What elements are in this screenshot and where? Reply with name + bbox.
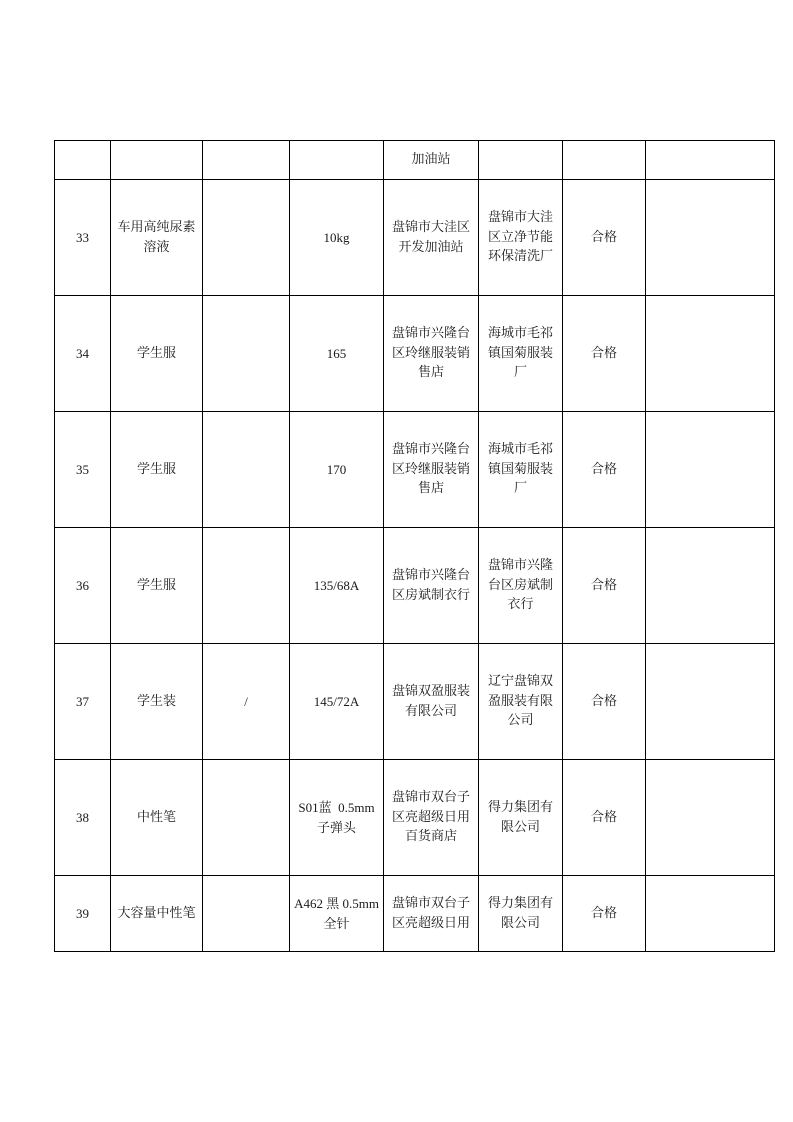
cell-product: 车用高纯尿素溶液 [111,180,203,296]
cell-seller: 盘锦市双台子区亮超级日用百货商店 [384,760,479,876]
cell-no: 39 [55,876,111,952]
table-row [55,644,775,760]
cell-spec: 170 [290,412,384,528]
cell-producer [479,141,563,180]
cell-result: 合格 [563,528,646,644]
cell-seller: 盘锦市兴隆台区玲继服装销售店 [384,296,479,412]
cell-producer: 得力集团有限公司 [479,760,563,876]
cell-spec: 165 [290,296,384,412]
cell-spec: 10kg [290,180,384,296]
cell-spec: 145/72A [290,644,384,760]
cell-product: 学生装 [111,644,203,760]
cell-seller [384,876,479,952]
cell-result: 合格 [563,412,646,528]
cell-trademark [203,412,290,528]
cell-product: 学生服 [111,296,203,412]
cell-result: 合格 [563,180,646,296]
cell-seller: 盘锦双盈服装有限公司 [384,644,479,760]
cell-no: 37 [55,644,111,760]
cell-result: 合格 [563,296,646,412]
cell-remark [646,528,775,644]
cell-no: 35 [55,412,111,528]
cell-no: 38 [55,760,111,876]
cell-spec [290,141,384,180]
cell-product: 中性笔 [111,760,203,876]
cell-result: 合格 [563,644,646,760]
cell-spec: S01蓝 0.5mm子弹头 [290,760,384,876]
cell-result: 合格 [563,876,646,952]
cell-trademark [203,141,290,180]
table-row [55,876,775,952]
cell-trademark [203,296,290,412]
cell-producer: 盘锦市兴隆台区房斌制衣行 [479,528,563,644]
cell-no: 34 [55,296,111,412]
cell-remark [646,296,775,412]
table-row [55,412,775,528]
cell-spec [290,876,389,952]
cell-trademark: / [203,644,290,760]
cell-seller-text: 盘锦市双台子区亮超级日用 [391,896,470,931]
cell-producer: 辽宁盘锦双盈服装有限公司 [479,644,563,760]
cell-remark [646,141,775,180]
table-row [55,528,775,644]
cell-seller: 加油站 [384,141,479,180]
cell-result [563,141,646,180]
cell-remark [646,760,775,876]
table-row-continued [55,141,775,180]
cell-spec-text: A462 黑 0.5mm 全针 [294,896,389,931]
cell-product [111,141,203,180]
cell-result: 合格 [563,760,646,876]
table-row [55,760,775,876]
cell-spec: 135/68A [290,528,384,644]
cell-remark [646,876,775,952]
cell-producer: 得力集团有限公司 [479,876,563,952]
cell-product: 学生服 [111,528,203,644]
cell-seller: 盘锦市兴隆台区房斌制衣行 [384,528,479,644]
cell-remark [646,180,775,296]
cell-product: 大容量中性笔 [111,876,203,952]
cell-remark [646,412,775,528]
inspection-results-table [54,140,775,952]
table-row [55,296,775,412]
cell-trademark [203,180,290,296]
cell-seller: 盘锦市大洼区开发加油站 [384,180,479,296]
cell-remark [646,644,775,760]
cell-trademark [203,528,290,644]
cell-trademark [203,876,290,952]
table-row [55,180,775,296]
cell-trademark [203,760,290,876]
cell-seller: 盘锦市兴隆台区玲继服装销售店 [384,412,479,528]
cell-producer: 盘锦市大洼区立净节能环保清洗厂 [479,180,563,296]
cell-producer: 海城市毛祁镇国菊服装厂 [479,412,563,528]
cell-no: 36 [55,528,111,644]
cell-no: 33 [55,180,111,296]
cell-producer: 海城市毛祁镇国菊服装厂 [479,296,563,412]
cell-no [55,141,111,180]
cell-product: 学生服 [111,412,203,528]
